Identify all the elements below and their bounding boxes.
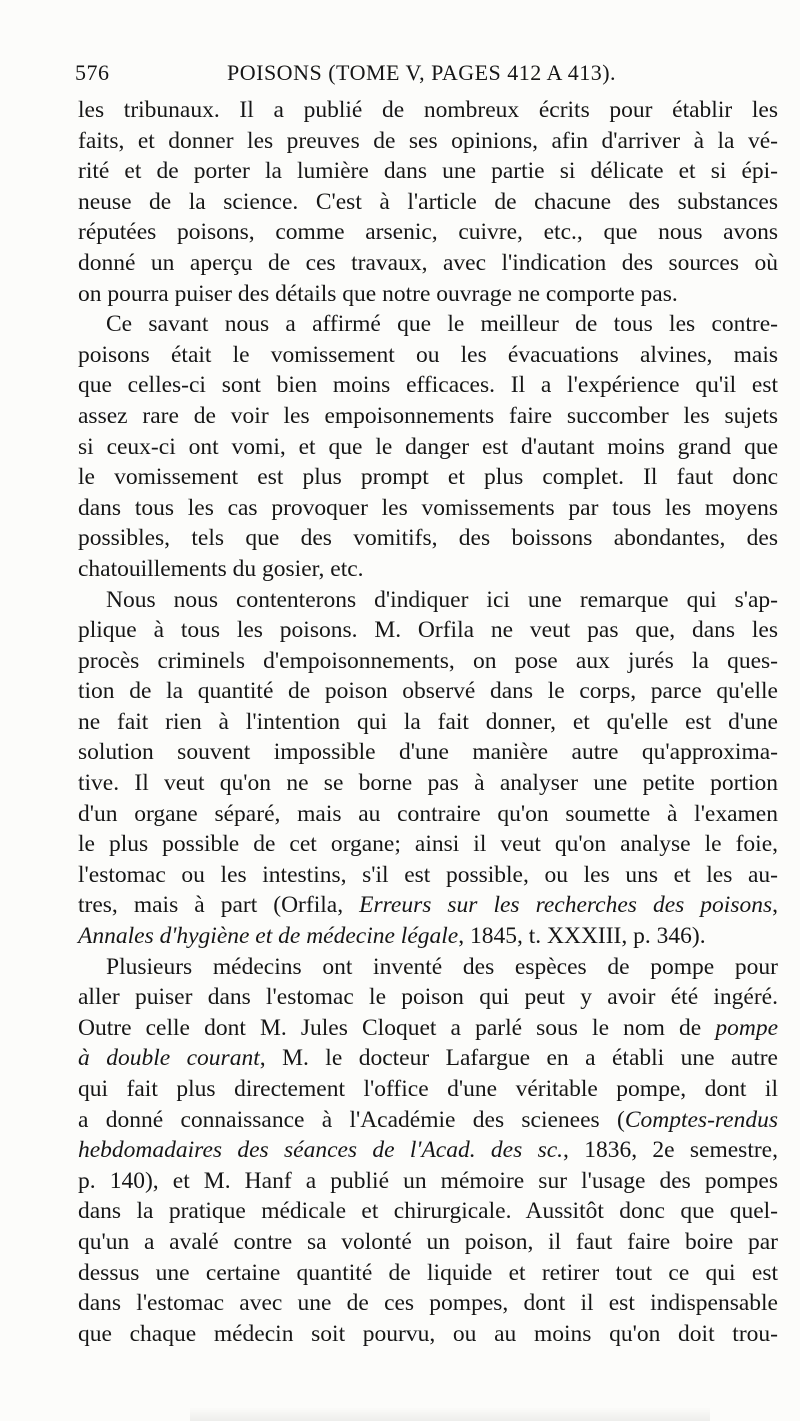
text-segment: les tribunaux. Il a publié de nombreux écrits pour établir les [78, 97, 778, 123]
text-line [78, 1196, 778, 1227]
body-text [78, 95, 778, 1349]
text-line [78, 523, 778, 554]
running-head: POISONS (TOME V, PAGES 412 A 413). [227, 60, 617, 85]
text-line [78, 676, 778, 707]
text-line [78, 432, 778, 463]
text-line [78, 585, 778, 616]
text-segment: plique à tous les poisons. M. Orfila ne veut pas que, dans les [78, 617, 778, 644]
text-line [78, 1074, 778, 1105]
text-line [78, 1013, 778, 1044]
text-segment: que chaque médecin soit pourvu, ou au moins qu'on doit trou- [78, 1320, 778, 1347]
text-line [78, 1288, 778, 1319]
text-line [78, 309, 778, 340]
text-segment: on pourra puiser des détails que notre ouvrage ne comporte pas. [78, 280, 678, 307]
text-segment: Ce savant nous a affirmé que le meilleur de tous les contre- [106, 311, 778, 338]
text-segment: si ceux-ci ont vomi, et que le danger est d'autant moins grand que [78, 433, 778, 460]
text-segment: réputées poisons, comme arsenic, cuivre, etc., que nous avons [78, 219, 778, 246]
text-line [78, 554, 778, 585]
text-segment: possibles, tels que des vomitifs, des boissons abondantes, des [78, 525, 778, 552]
text-segment: donné un aperçu de ces travaux, avec l'indication des sources où [78, 249, 778, 276]
text-segment: chatouillements du gosier, etc. [78, 555, 364, 582]
text-segment: faits, et donner les preuves de ses opinions, afin d'arriver à la vé- [78, 127, 778, 154]
text-segment: d'un organe séparé, mais au contraire qu'on soumette à l'examen [78, 800, 778, 827]
text-line [78, 401, 778, 432]
page-number: 576 [75, 60, 110, 85]
text-segment: qu'un a avalé contre sa volonté un poison, il faut faire boire par [78, 1228, 778, 1255]
text-line [78, 493, 778, 524]
text-segment: dans l'estomac avec une de ces pompes, dont il est indispensable [78, 1290, 778, 1317]
text-segment: tres, mais à part (Orfila, [78, 892, 360, 919]
text-line [78, 1258, 778, 1289]
text-line [78, 921, 778, 952]
text-line [78, 95, 778, 126]
text-segment: assez rare de voir les empoisonnements faire succomber les sujets [78, 402, 778, 429]
text-line [78, 646, 778, 677]
text-line [78, 217, 778, 248]
text-line [78, 279, 778, 310]
text-line [78, 768, 778, 799]
text-line [78, 126, 778, 157]
text-line [78, 829, 778, 860]
text-segment: aller puiser dans l'estomac le poison qui peut y avoir été ingéré. [78, 984, 778, 1011]
text-line [78, 860, 778, 891]
text-segment: p. 140), et M. Hanf a publié un mémoire sur l'usage des pompes [78, 1167, 778, 1194]
text-segment: Plusieurs médecins ont inventé des espèces de pompe pour [106, 953, 778, 980]
text-line [78, 1166, 778, 1197]
text-segment: , 1836, 2e semestre, [563, 1137, 778, 1164]
text-line [78, 1135, 778, 1166]
text-segment: le plus possible de cet organe; ainsi il veut qu'on analyse le foie, [78, 831, 778, 858]
text-line [78, 890, 778, 921]
text-segment: rité et de porter la lumière dans une partie si délicate et si épi- [78, 158, 778, 185]
text-segment: neuse de la science. C'est à l'article de chacune des substances [78, 188, 778, 215]
text-line [78, 187, 778, 218]
text-segment: Outre celle dont M. Jules Cloquet a parlé sous le nom de [78, 1014, 716, 1041]
text-segment: que celles-ci sont bien moins efficaces. Il a l'expérience qu'il est [78, 372, 778, 399]
text-segment: l'estomac ou les intestins, s'il est possible, ou les uns et les au- [78, 861, 778, 888]
text-line [78, 370, 778, 401]
text-segment: , 1845, t. XXXIII, p. 346). [458, 923, 706, 950]
text-line [78, 340, 778, 371]
italic-citation: à double courant [78, 1045, 260, 1072]
text-segment: le vomissement est plus prompt et plus complet. Il faut donc [78, 464, 778, 491]
italic-citation: Comptes-rendus [624, 1106, 778, 1133]
bleed-through-shadow [190, 1407, 710, 1421]
text-line [78, 462, 778, 493]
text-segment: dans tous les cas provoquer les vomissements par tous les moyens [78, 494, 778, 521]
page-header [75, 60, 745, 90]
text-line [78, 156, 778, 187]
text-segment: dans la pratique médicale et chirurgicale. Aussitôt donc que quel- [78, 1198, 778, 1225]
text-segment: dessus une certaine quantité de liquide et retirer tout ce qui est [78, 1259, 778, 1286]
text-line [78, 1105, 778, 1136]
text-segment: , [772, 892, 778, 919]
text-line [78, 1227, 778, 1258]
text-line [78, 737, 778, 768]
text-segment: procès criminels d'empoisonnements, on pose aux jurés la ques- [78, 647, 778, 674]
text-line [78, 799, 778, 830]
text-segment: tion de la quantité de poison observé dans le corps, parce qu'elle [78, 678, 778, 705]
text-segment: Nous nous contenterons d'indiquer ici une remarque qui s'ap- [106, 586, 778, 613]
text-segment: solution souvent impossible d'une manière autre qu'approxima- [78, 739, 778, 766]
text-line [78, 982, 778, 1013]
text-line [78, 615, 778, 646]
text-line [78, 707, 778, 738]
text-segment: qui fait plus directement l'office d'une véritable pompe, dont il [78, 1076, 778, 1102]
text-line [78, 1319, 778, 1350]
italic-citation: pompe [715, 1014, 778, 1041]
text-segment: poisons était le vomissement ou les évacuations alvines, mais [78, 341, 778, 368]
text-line [78, 248, 778, 279]
text-line [78, 1043, 778, 1074]
text-segment: ne fait rien à l'intention qui la fait donner, et qu'elle est d'une [78, 708, 778, 735]
text-segment: tive. Il veut qu'on ne se borne pas à analyser une petite portion [78, 770, 778, 797]
text-segment: a donné connaissance à l'Académie des scienees ( [78, 1106, 625, 1133]
italic-citation: hebdomadaires des séances de l'Acad. des sc. [78, 1137, 564, 1164]
text-segment: , M. le docteur Lafargue en a établi une autre [259, 1045, 778, 1072]
italic-citation: Erreurs sur les recherches des poisons [359, 892, 773, 919]
italic-citation: Annales d'hygiène et de médecine légale [78, 923, 459, 950]
text-line [78, 952, 778, 983]
